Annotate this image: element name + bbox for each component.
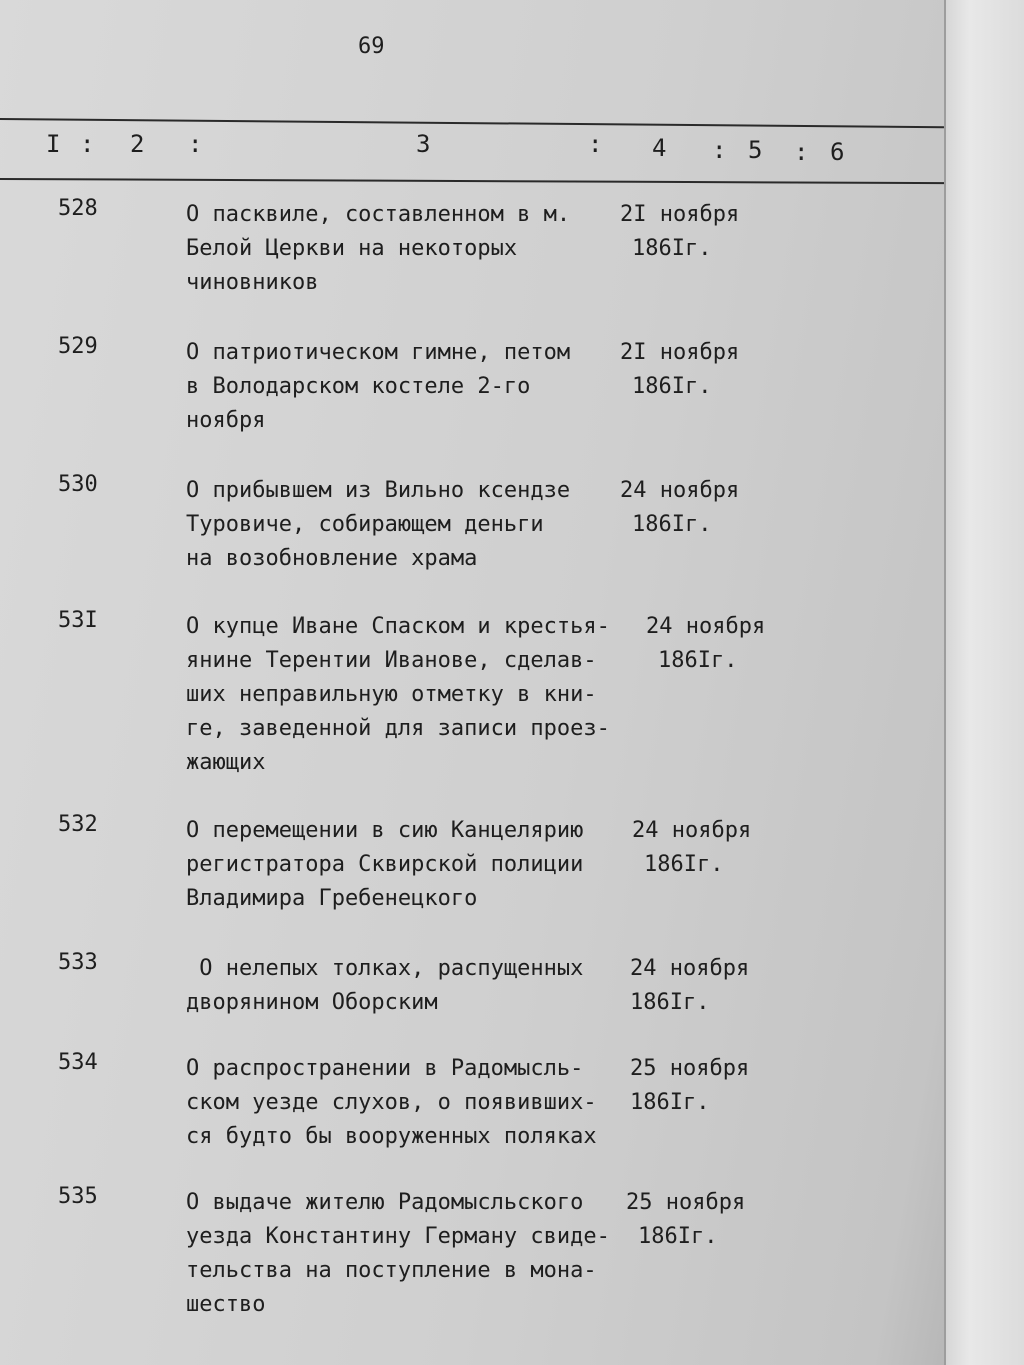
entry-number: 533 bbox=[58, 950, 98, 975]
column-separator: : bbox=[794, 138, 809, 166]
entry-date: 24 ноября 186Iг. bbox=[632, 818, 752, 877]
entry-date: 2I ноября 186Iг. bbox=[620, 202, 740, 261]
entry-description: О распространении в Радомысль- ском уезде слухов, о появивших- ся будто бы вооруженных поляках bbox=[186, 1056, 597, 1149]
column-separator: : bbox=[188, 130, 203, 158]
column-separator: : bbox=[712, 136, 727, 164]
entry-number: 535 bbox=[58, 1184, 98, 1209]
page-edge bbox=[944, 0, 1024, 1365]
column-header-4: 4 bbox=[652, 134, 667, 162]
entry-date: 2I ноября 186Iг. bbox=[620, 340, 740, 399]
page-number: 69 bbox=[358, 34, 385, 59]
entry-description: О выдаче жителю Радомысльского уезда Константину Герману свиде- тельства на поступление в мона- шество bbox=[186, 1190, 610, 1317]
entry-number: 53I bbox=[58, 608, 98, 633]
table-header-rule bbox=[0, 178, 944, 184]
entry-number: 532 bbox=[58, 812, 98, 837]
entry-number: 534 bbox=[58, 1050, 98, 1075]
entry-number: 529 bbox=[58, 334, 98, 359]
entry-date: 25 ноября 186Iг. bbox=[630, 1056, 750, 1115]
table-top-rule bbox=[0, 118, 944, 128]
column-header-5: 5 bbox=[748, 136, 763, 164]
column-header-2: 2 bbox=[130, 130, 145, 158]
entry-number: 530 bbox=[58, 472, 98, 497]
entry-description: О патриотическом гимне, петом в Володарском костеле 2-го ноября bbox=[186, 340, 571, 433]
entry-description: О купце Иване Спаском и крестья- янине Терентии Иванове, сделав- ших неправильную отметку в кни- ге, заведенной для записи проез- жающих bbox=[186, 614, 610, 775]
entry-description: О нелепых толках, распущенных дворянином Оборским bbox=[186, 956, 584, 1015]
column-header-row bbox=[0, 130, 944, 170]
entry-description: О перемещении в сию Канцелярию регистратора Сквирской полиции Владимира Гребенецкого bbox=[186, 818, 584, 911]
entry-date: 25 ноября 186Iг. bbox=[626, 1190, 746, 1249]
entry-description: О пасквиле, составленном в м. Белой Церкви на некоторых чиновников bbox=[186, 202, 571, 295]
column-header-6: 6 bbox=[830, 138, 845, 166]
entry-date: 24 ноября 186Iг. bbox=[630, 956, 750, 1015]
column-header-1: I bbox=[46, 130, 61, 158]
entry-number: 528 bbox=[58, 196, 98, 221]
column-header-3: 3 bbox=[416, 130, 431, 158]
column-separator: : bbox=[80, 130, 95, 158]
column-separator: : bbox=[588, 130, 603, 158]
entry-date: 24 ноября 186Iг. bbox=[646, 614, 766, 673]
entry-date: 24 ноября 186Iг. bbox=[620, 478, 740, 537]
entry-description: О прибывшем из Вильно ксендзе Туровиче, собирающем деньги на возобновление храма bbox=[186, 478, 571, 571]
